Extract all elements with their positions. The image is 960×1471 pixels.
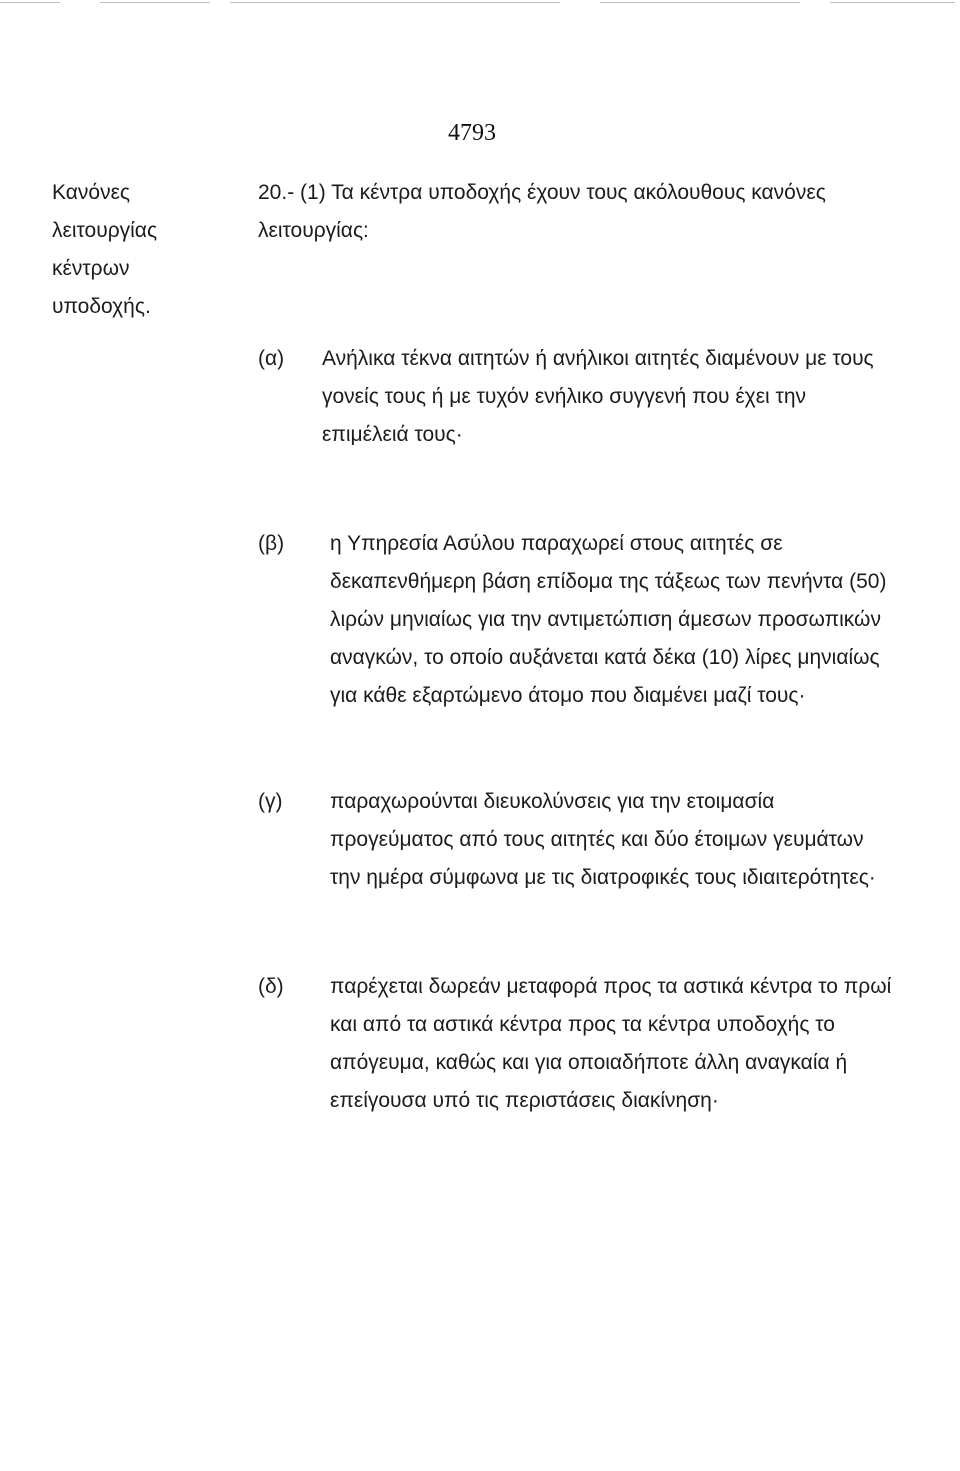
clause-text	[322, 340, 922, 454]
clause-label: (β)	[258, 532, 285, 555]
margin-note-line: Κανόνες	[52, 181, 131, 204]
clause-line: παρέχεται δωρεάν μεταφορά προς τα αστικά κέντρα το πρωί	[330, 975, 892, 998]
clause-line: λιρών μηνιαίως για την αντιμετώπιση άμεσων προσωπικών	[330, 608, 881, 631]
clause-text	[330, 968, 930, 1120]
clause-line: για κάθε εξαρτώμενο άτομο που διαμένει μαζί τους·	[330, 684, 806, 707]
article-intro-line: 20.- (1) Τα κέντρα υποδοχής έχουν τους ακόλουθους κανόνες	[258, 181, 826, 204]
clause-line: απόγευμα, καθώς και για οποιαδήποτε άλλη αναγκαία ή	[330, 1051, 848, 1074]
clause-line: Ανήλικα τέκνα αιτητών ή ανήλικοι αιτητές διαμένουν με τους	[322, 347, 874, 370]
margin-note-line: υποδοχής.	[52, 295, 151, 318]
clause-line: η Υπηρεσία Ασύλου παραχωρεί στους αιτητές σε	[330, 532, 783, 555]
clause-label: (γ)	[258, 790, 283, 813]
clause-line: παραχωρούνται διευκολύνσεις για την ετοιμασία	[330, 790, 775, 813]
margin-note	[52, 174, 242, 326]
clause-line: επείγουσα υπό τις περιστάσεις διακίνηση·	[330, 1089, 719, 1112]
clause-text	[330, 525, 930, 715]
article-intro-line: λειτουργίας:	[258, 219, 369, 242]
clause-line: προγεύματος από τους αιτητές και δύο έτοιμων γευμάτων	[330, 828, 864, 851]
clause-line: γονείς τους ή με τυχόν ενήλικο συγγενή που έχει την	[322, 385, 807, 408]
scan-artifact-line	[0, 2, 60, 3]
scan-artifact-line	[600, 2, 800, 3]
margin-note-line: κέντρων	[52, 257, 130, 280]
clause-label: (α)	[258, 347, 285, 370]
clause-line: επιμέλειά τους·	[322, 423, 463, 446]
clause-line: δεκαπενθήμερη βάση επίδομα της τάξεως των πενήντα (50)	[330, 570, 887, 593]
margin-note-line: λειτουργίας	[52, 219, 158, 242]
clause-label: (δ)	[258, 975, 284, 998]
page-number: 4793	[448, 120, 496, 146]
scan-artifact-line	[230, 2, 560, 3]
clause-line: αναγκών, το οποίο αυξάνεται κατά δέκα (10) λίρες μηνιαίως	[330, 646, 880, 669]
article-intro	[258, 174, 898, 250]
scan-artifact-line	[830, 2, 955, 3]
clause-text	[330, 783, 930, 897]
scan-artifact-line	[100, 2, 210, 3]
clause-line: την ημέρα σύμφωνα με τις διατροφικές τους ιδιαιτερότητες·	[330, 866, 876, 889]
clause-line: και από τα αστικά κέντρα προς τα κέντρα υποδοχής το	[330, 1013, 835, 1036]
